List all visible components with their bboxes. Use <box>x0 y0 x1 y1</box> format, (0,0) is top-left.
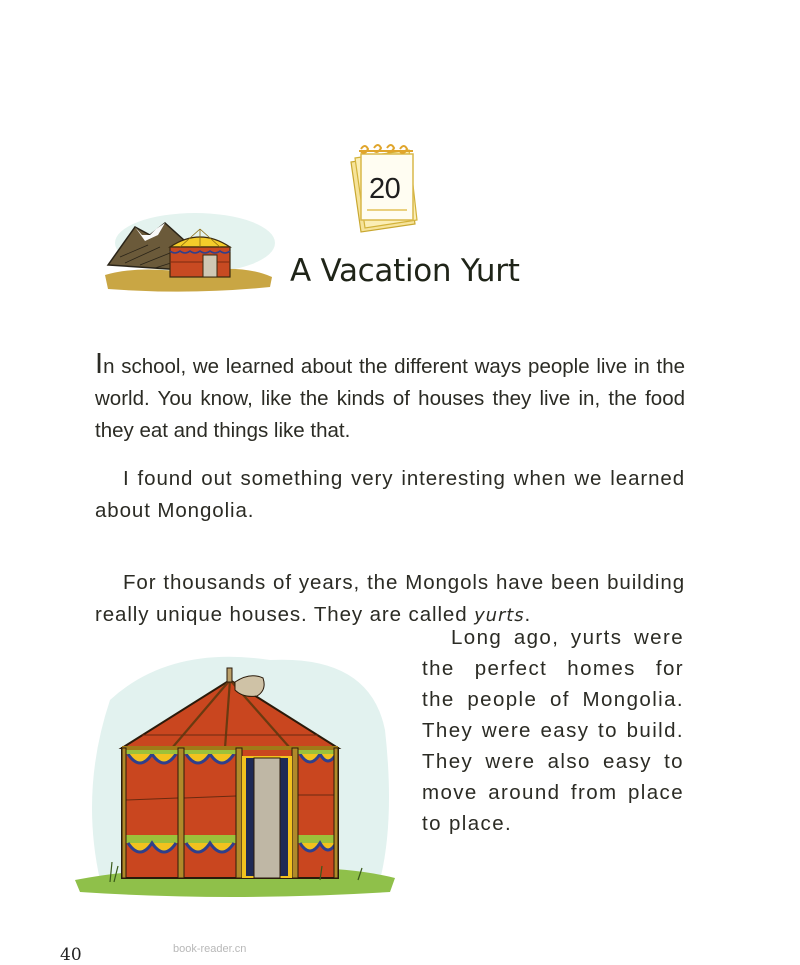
paragraph-2: I found out something very interesting when we learned about Mongolia. <box>95 467 685 522</box>
paragraph-1 <box>95 348 685 447</box>
paragraph-4: Long ago, yurts were the perfect homes for the people of Mongolia. They were easy to build. They were also easy to move around from place to place. <box>422 626 684 835</box>
paragraph-1-text: n school, we learned about the different ways people live in the world. You know, like the kinds of houses they live in, the food they eat and things like that. <box>95 355 685 442</box>
paragraph-3-text: For thousands of years, the Mongols have been building really unique houses. They are called <box>95 571 685 626</box>
page-number: 40 <box>60 945 82 965</box>
page-title: A Vacation Yurt <box>290 253 520 289</box>
watermark: book-reader.cn <box>173 943 247 955</box>
red-yurt-illustration <box>70 640 400 900</box>
yurt-with-mountains-illustration <box>100 205 275 295</box>
lesson-number: 20 <box>369 173 401 205</box>
calendar-icon <box>347 140 425 236</box>
drop-cap: I <box>95 348 104 380</box>
paragraph-3-end: . <box>524 603 532 626</box>
emphasis-yurts: yurts <box>474 605 525 626</box>
